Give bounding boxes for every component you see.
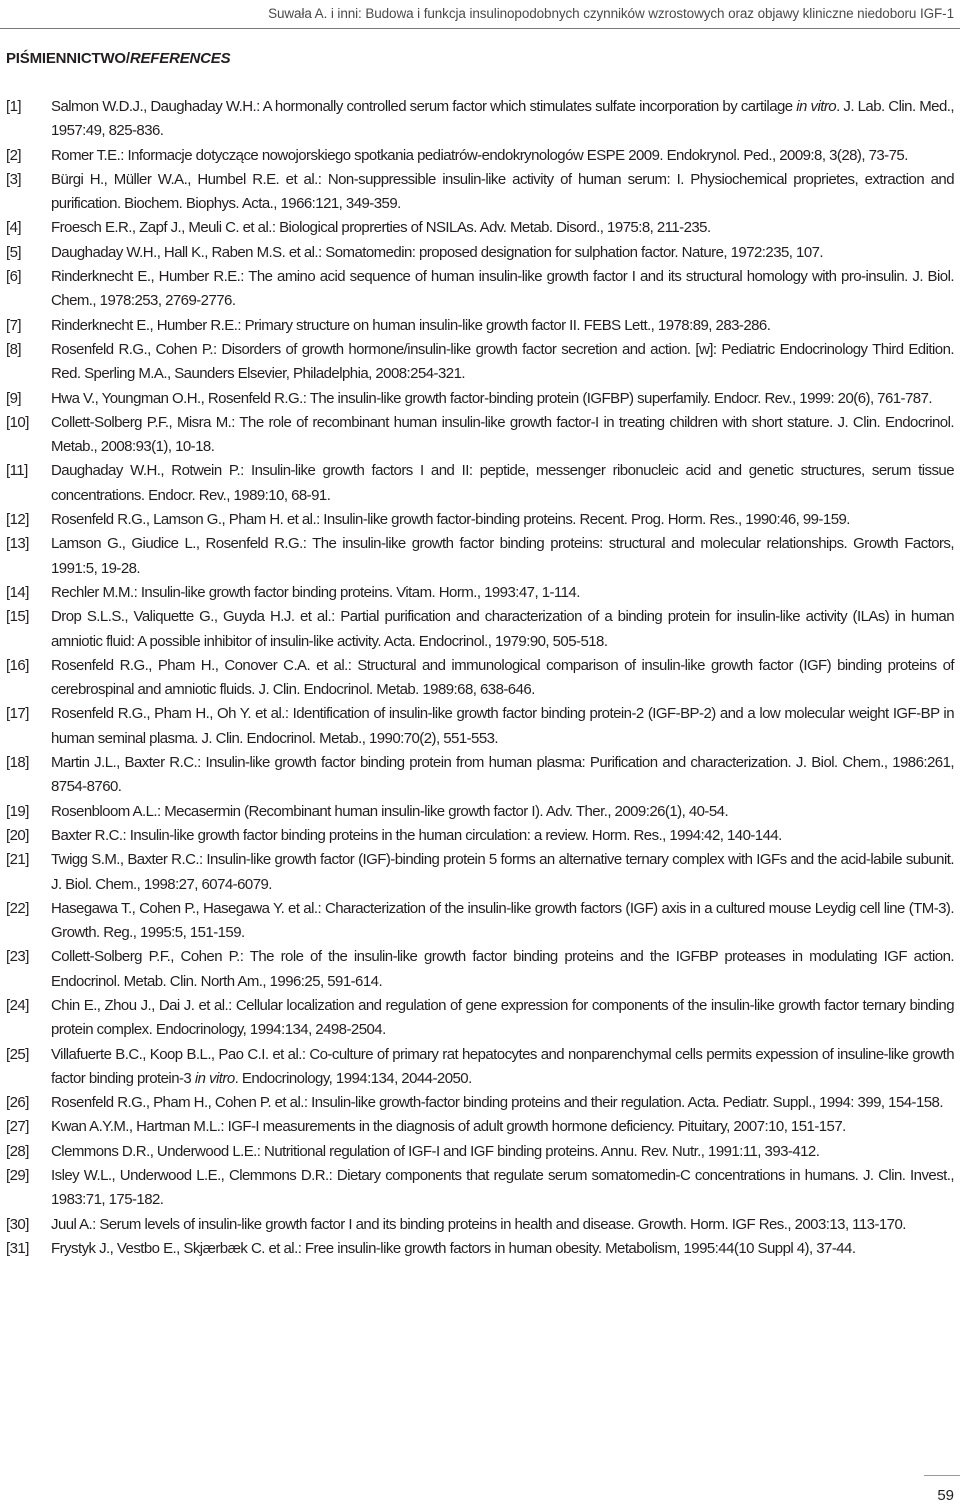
reference-text: Collett-Solberg P.F., Misra M.: The role of recombinant human insulin-like growth factor-I in treating children with short stature. J. Clin. Endocrinol. Metab., 2008:93(1), 10-18. [51, 413, 954, 456]
reference-number: [23] [6, 948, 29, 966]
reference-number: [13] [6, 535, 29, 553]
reference-number: [2] [6, 146, 22, 164]
reference-number: [4] [6, 219, 22, 237]
reference-number: [7] [6, 316, 22, 334]
reference-item [6, 168, 954, 217]
reference-number: [31] [6, 1239, 29, 1257]
reference-text: Rosenfeld R.G., Pham H., Conover C.A. et al.: Structural and immunological comparison of insulin-like growth factor (IGF) binding proteins of cerebrospinal and amniotic fluids. J. Clin. Endocrinol. Metab. 1989:68, 638-646. [51, 656, 954, 699]
reference-item [6, 508, 954, 532]
reference-text: Hasegawa T., Cohen P., Hasegawa Y. et al.: Characterization of the insulin-like growth factors (IGF) axis in a cultured mouse Leydig cell line (TM-3). Growth. Reg., 1995:5, 151-159. [51, 899, 954, 942]
reference-number: [9] [6, 389, 22, 407]
reference-item [6, 1091, 954, 1115]
reference-number: [19] [6, 802, 29, 820]
reference-item [6, 1164, 954, 1213]
reference-number: [11] [6, 462, 28, 480]
reference-item [6, 1237, 954, 1261]
reference-text: Rosenfeld R.G., Cohen P.: Disorders of growth hormone/insulin-like growth factor secretion and action. [w]: Pediatric Endocrinology Third Edition. Red. Sperling M.A., Saunders Elsevier, Philadelphia, 2008:254-321. [51, 340, 954, 383]
reference-text: Salmon W.D.J., Daughaday W.H.: A hormonally controlled serum factor which stimulates sulfate incorporation by cartilage in vitro. J. Lab. Clin. Med., 1957:49, 825-836. [51, 98, 954, 140]
reference-text: Rinderknecht E., Humber R.E.: The amino acid sequence of human insulin-like growth factor I and its structural homology with pro-insulin. J. Biol. Chem., 1978:253, 2769-2776. [51, 268, 954, 310]
reference-number: [8] [6, 340, 22, 358]
running-head: Suwała A. i inni: Budowa i funkcja insulinopodobnych czynników wzrostowych oraz objawy kliniczne niedoboru IGF-1 [268, 6, 954, 21]
reference-number: [24] [6, 996, 29, 1014]
reference-number: [3] [6, 170, 22, 188]
reference-item [6, 1115, 954, 1139]
reference-number: [20] [6, 826, 29, 844]
section-title-polish: PIŚMIENNICTWO/ [6, 50, 130, 67]
reference-item [6, 216, 954, 240]
reference-number: [10] [6, 413, 29, 431]
reference-item [6, 95, 954, 144]
section-title-english: REFERENCES [129, 50, 231, 67]
reference-text: Villafuerte B.C., Koop B.L., Pao C.I. et al.: Co-culture of primary rat hepatocytes and nonparenchymal cells permits expession of insuline-like growth factor binding protein-3 in vitro. Endocrinology, 1994:134, 2044-2050. [51, 1045, 954, 1087]
reference-number: [5] [6, 243, 22, 261]
reference-text: Kwan A.Y.M., Hartman M.L.: IGF-I measurements in the diagnosis of adult growth hormone deficiency. Pituitary, 2007:10, 151-157. [51, 1118, 846, 1136]
reference-item [6, 581, 954, 605]
reference-text: Bürgi H., Müller W.A., Humbel R.E. et al.: Non-suppressible insulin-like activity of human serum: I. Physiochemical proprietes, extraction and purification. Biochem. Biophys. Acta., 1966:121, 349-359. [51, 170, 954, 213]
reference-text: Juul A.: Serum levels of insulin-like growth factor I and its binding proteins in health and disease. Growth. Horm. IGF Res., 2003:13, 113-170. [51, 1215, 906, 1233]
reference-item [6, 387, 954, 411]
reference-text: Daughaday W.H., Rotwein P.: Insulin-like growth factors I and II: peptide, messenger ribonucleic acid and genetic structures, serum tissue concentrations. Endocr. Rev., 1989:10, 68-91. [51, 462, 954, 504]
reference-item [6, 314, 954, 338]
reference-number: [30] [6, 1215, 29, 1233]
section-title [6, 50, 230, 67]
reference-number: [29] [6, 1167, 29, 1185]
reference-item [6, 751, 954, 800]
reference-item [6, 532, 954, 581]
reference-number: [15] [6, 608, 29, 626]
reference-text: Twigg S.M., Baxter R.C.: Insulin-like growth factor (IGF)-binding protein 5 forms an alternative ternary complex with IGFs and the acid-labile subunit. J. Biol. Chem., 1998:27, 6074-6079. [51, 851, 954, 893]
reference-text: Isley W.L., Underwood L.E., Clemmons D.R.: Dietary components that regulate serum somatomedin-C concentrations in humans. J. Clin. Invest., 1983:71, 175-182. [51, 1167, 954, 1209]
reference-text: Hwa V., Youngman O.H., Rosenfeld R.G.: The insulin-like growth factor-binding protein (IGFBP) superfamily. Endocr. Rev., 1999: 20(6), 761-787. [51, 389, 932, 407]
reference-text: Frystyk J., Vestbo E., Skjærbæk C. et al.: Free insulin-like growth factors in human obesity. Metabolism, 1995:44(10 Suppl 4), 37-44. [51, 1239, 856, 1257]
reference-item [6, 945, 954, 994]
reference-number: [18] [6, 754, 29, 772]
reference-number: [12] [6, 511, 29, 529]
reference-item [6, 338, 954, 387]
reference-item [6, 1140, 954, 1164]
reference-text: Rosenfeld R.G., Pham H., Cohen P. et al.: Insulin-like growth-factor binding proteins and their regulation. Acta. Pediatr. Suppl., 1994: 399, 154-158. [51, 1094, 943, 1112]
reference-item [6, 241, 954, 265]
reference-item [6, 654, 954, 703]
reference-item [6, 265, 954, 314]
reference-text: Rosenfeld R.G., Pham H., Oh Y. et al.: Identification of insulin-like growth factor binding protein-2 (IGF-BP-2) and a low molecular weight IGF-BP in human seminal plasma. J. Clin. Endocrinol. Metab., 1990:70(2), 551-553. [51, 705, 954, 747]
reference-text: Rosenbloom A.L.: Mecasermin (Recombinant human insulin-like growth factor I). Adv. Ther., 2009:26(1), 40-54. [51, 802, 729, 820]
reference-item [6, 800, 954, 824]
reference-number: [17] [6, 705, 29, 723]
reference-text: Rosenfeld R.G., Lamson G., Pham H. et al.: Insulin-like growth factor-binding proteins. Recent. Prog. Horm. Res., 1990:46, 99-159. [51, 511, 850, 529]
reference-text: Lamson G., Giudice L., Rosenfeld R.G.: The insulin-like growth factor binding proteins: structural and molecular relationships. Growth Factors, 1991:5, 19-28. [51, 535, 954, 577]
reference-item [6, 897, 954, 946]
reference-number: [16] [6, 656, 29, 674]
page-number-divider [924, 1475, 960, 1476]
reference-item [6, 411, 954, 460]
page-number: 59 [937, 1487, 954, 1504]
reference-number: [28] [6, 1142, 29, 1160]
reference-number: [14] [6, 583, 29, 601]
reference-item [6, 994, 954, 1043]
reference-text: Chin E., Zhou J., Dai J. et al.: Cellular localization and regulation of gene expression for components of the insulin-like growth factor ternary binding protein complex. Endocrinology, 1994:134, 2498-2504. [51, 996, 954, 1039]
header-divider [0, 28, 960, 29]
reference-item [6, 1213, 954, 1237]
reference-text: Rinderknecht E., Humber R.E.: Primary structure on human insulin-like growth factor II. FEBS Lett., 1978:89, 283-286. [51, 316, 771, 334]
reference-number: [1] [6, 98, 22, 115]
reference-number: [6] [6, 268, 22, 286]
reference-text: Baxter R.C.: Insulin-like growth factor binding proteins in the human circulation: a review. Horm. Res., 1994:42, 140-144. [51, 826, 782, 844]
reference-text: Daughaday W.H., Hall K., Raben M.S. et al.: Somatomedin: proposed designation for sulphation factor. Nature, 1972:235, 107. [51, 243, 824, 261]
reference-text: Collett-Solberg P.F., Cohen P.: The role of the insulin-like growth factor binding proteins and the IGFBP proteases in modulating IGF action. Endocrinol. Metab. Clin. North Am., 1996:25, 591-614. [51, 948, 954, 990]
reference-number: [22] [6, 899, 29, 917]
reference-item [6, 144, 954, 168]
reference-number: [21] [6, 851, 29, 869]
reference-text: Romer T.E.: Informacje dotyczące nowojorskiego spotkania pediatrów-endokrynologów ESPE 2009. Endokrynol. Ped., 2009:8, 3(28), 73-75. [51, 146, 908, 164]
reference-text: Drop S.L.S., Valiquette G., Guyda H.J. et al.: Partial purification and characterization of a binding protein for insulin-like activity (ILAs) in human amniotic fluid: A possible inhibitor of insulin-like activity. Acta. Endocrinol., 1979:90, 505-518. [51, 608, 954, 650]
reference-item [6, 848, 954, 897]
reference-number: [26] [6, 1094, 29, 1112]
reference-text: Martin J.L., Baxter R.C.: Insulin-like growth factor binding protein from human plasma: Purification and characterization. J. Biol. Chem., 1986:261, 8754-8760. [51, 754, 954, 796]
reference-item [6, 702, 954, 751]
reference-item [6, 1043, 954, 1092]
reference-text: Froesch E.R., Zapf J., Meuli C. et al.: Biological proprerties of NSILAs. Adv. Metab. Disord., 1975:8, 211-235. [51, 219, 711, 237]
reference-number: [25] [6, 1045, 29, 1063]
reference-item [6, 824, 954, 848]
reference-text: Rechler M.M.: Insulin-like growth factor binding proteins. Vitam. Horm., 1993:47, 1-114. [51, 583, 580, 601]
reference-text: Clemmons D.R., Underwood L.E.: Nutritional regulation of IGF-I and IGF binding proteins. Annu. Rev. Nutr., 1991:11, 393-412. [51, 1142, 820, 1160]
reference-item [6, 605, 954, 654]
reference-item [6, 459, 954, 508]
reference-number: [27] [6, 1118, 29, 1136]
reference-list [6, 95, 954, 1261]
